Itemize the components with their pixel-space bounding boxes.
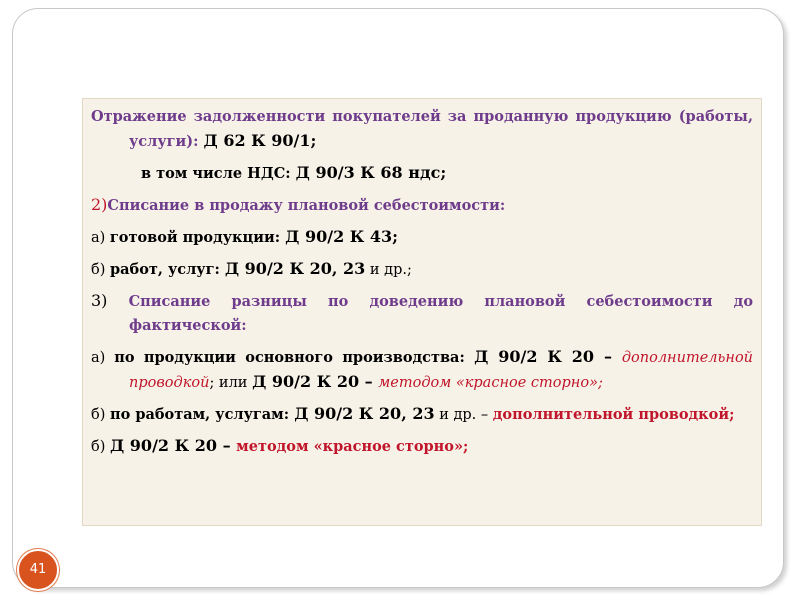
item-2b-text: работ, услуг:: [110, 261, 225, 278]
paragraph-item-2a: [91, 225, 753, 250]
paragraph-vat: [91, 161, 753, 186]
paragraph-item-2b: [91, 257, 753, 282]
item-3a-method-1: дополнительной проводкой: [129, 350, 754, 391]
paragraph-item-3a: [91, 345, 753, 395]
paragraph-receivables: [91, 105, 753, 154]
paragraph-item-3b: [91, 402, 753, 427]
item-3a-or: ; или: [209, 375, 253, 391]
item-2b-marker: б): [91, 262, 110, 278]
item-2a-text: готовой продукции:: [109, 229, 286, 246]
item-3b-text: по работам, услугам:: [110, 406, 295, 423]
page-number-badge: 41: [17, 549, 59, 591]
item-3a-method-2: методом «красное сторно»;: [378, 375, 603, 391]
item-3a-entry-2: Д 90/2 К 20 –: [252, 372, 379, 391]
item-3a-entry-1: Д 90/2 К 20 –: [474, 347, 622, 366]
item-2a-marker: а): [91, 230, 110, 246]
receivables-entry: Д 62 К 90/1;: [203, 131, 317, 150]
item-3b-method: дополнительной проводкой;: [492, 406, 735, 423]
receivables-text: Отражение задолженности покупателей за проданную продукцию (работы, услуги):: [91, 108, 753, 150]
item-2a-entry: Д 90/2 К 43;: [285, 227, 399, 246]
vat-text: в том числе НДС:: [141, 165, 296, 182]
item-3b-marker: б): [91, 407, 110, 423]
item-3b-tail: и др. –: [434, 407, 493, 423]
item-3c-entry: Д 90/2 К 20 –: [110, 436, 237, 455]
item-2b-tail: и др.;: [365, 262, 412, 278]
paragraph-item-2: [91, 193, 753, 218]
item-3a-marker: а): [91, 350, 115, 366]
paragraph-item-3: [91, 289, 753, 338]
item-3c-method: методом «красное сторно»;: [236, 438, 469, 455]
item-3a-text: по продукции основного производства:: [114, 349, 475, 366]
item-3-number: 3): [91, 291, 129, 310]
vat-entry: Д 90/3 К 68 ндс;: [295, 163, 447, 182]
paragraph-item-3c: [91, 434, 753, 459]
item-3b-entry: Д 90/2 К 20, 23: [294, 404, 435, 423]
item-2-text: Списание в продажу плановой себестоимости:: [107, 197, 506, 214]
item-2-number: 2): [91, 195, 108, 214]
item-2b-entry: Д 90/2 К 20, 23: [224, 259, 366, 278]
content-box: [82, 98, 762, 526]
item-3-text: Списание разницы по доведению плановой себестоимости до фактической:: [128, 293, 753, 334]
item-3c-marker: б): [91, 439, 110, 455]
